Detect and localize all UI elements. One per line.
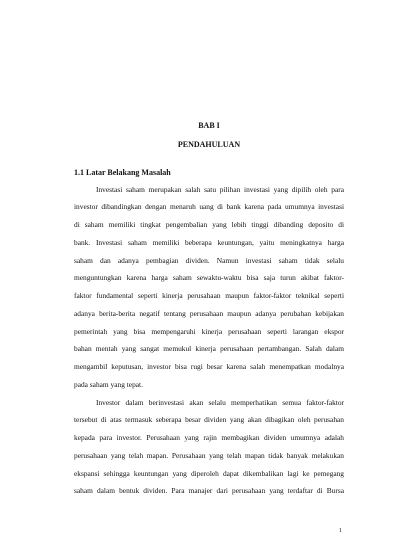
paragraph-line: bahan mentah yang sangat memukul kinerja perusahaan pertambangan. Salah dalam [74,344,344,353]
paragraph-line: adanya berita-berita negatif tentang perusahaan maupun adanya perubahan kebijakan [74,309,344,318]
paragraph-line: saham dalam bentuk dividen. Para manajer dari perusahaan yang terdaftar di Bursa [74,486,344,495]
chapter-title: PENDAHULUAN [177,140,241,149]
paragraph-line: di saham memiliki tingkat pengembalian yang lebih tinggi dibanding deposito di [74,220,344,229]
paragraph-line: mengambil keputusan, investor bisa rugi besar karena salah menempatkan modalnya [74,362,344,371]
paragraph-line: tersebut di atas termasuk seberapa besar dividen yang akan dibagikan oleh perusahan [74,415,344,424]
paragraph-line: perusahaan yang telah mapan. Perusahaan yang telah mapan tidak banyak melakukan [74,451,344,460]
page-number: 1 [339,528,342,534]
paragraph-line: investor dibandingkan dengan menaruh uang di bank karena pada umumnya investasi [74,202,344,211]
paragraph-line: kepada para investor. Perusahaan yang rajin membagikan dividen umumnya adalah [74,433,344,442]
paragraph-line: pemerintah yang bisa mempengaruhi kinerja perusahaan seperti larangan ekspor [74,327,344,336]
paragraph-line: ekspansi sehingga keuntungan yang diperoleh dapat dikembalikan lagi ke pemegang [74,469,344,478]
paragraph-line: pada saham yang tepat. [74,380,143,389]
section-heading: 1.1 Latar Belakang Masalah [74,168,171,177]
paragraph-line: faktor fundamental seperti kinerja perusahaan maupun faktor-faktor teknikal seperti [74,291,344,300]
paragraph-line: Investor dalam berinvestasi akan selalu memperhatikan semua faktor-faktor [96,398,344,407]
paragraph-line: Investasi saham merupakan salah satu pilihan investasi yang dipilih oleh para [96,185,344,194]
paragraph-line: bank. Investasi saham memiliki beberapa keuntungan, yaitu meningkatnya harga [74,238,344,247]
paragraph-line: saham dan adanya pembagian dividen. Namun investasi saham tidak selalu [74,256,344,265]
paragraph-line: menguntungkan karena harga saham sewaktu-waktu bisa saja turun akibat faktor- [74,273,344,282]
chapter-number: BAB I [198,121,220,130]
